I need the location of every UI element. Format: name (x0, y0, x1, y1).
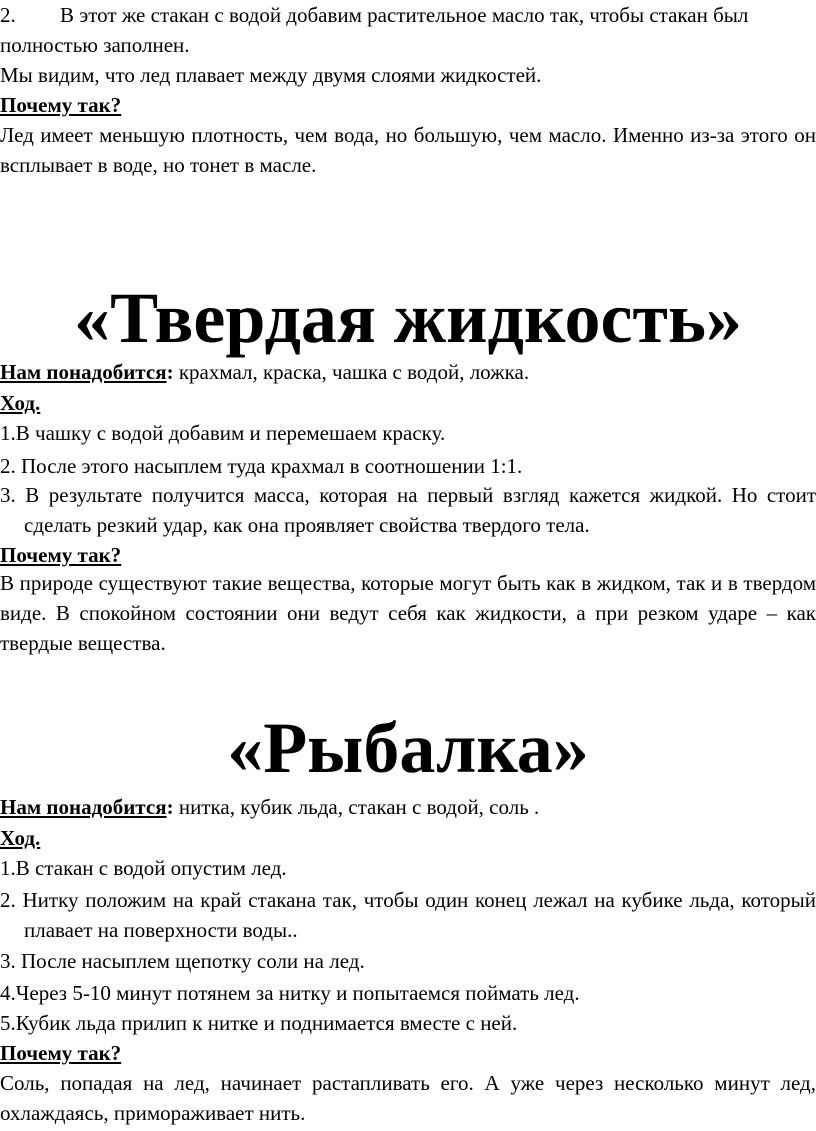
intro-why-text: Лед имеет меньшую плотность, чем вода, но большую, чем масло. Именно из-за этого он всплывает в воде, но тонет в масле. (0, 123, 816, 177)
intro-observation: Мы видим, что лед плавает между двумя слоями жидкостей. (0, 63, 542, 87)
section1-step3: 3. В результате получится масса, которая на первый взгляд кажется жидкой. Но стоит сделать резкий удар, как она проявляет свойства твердого тела. (0, 483, 816, 537)
section2-needs (0, 792, 816, 822)
section1-title: «Твердая жидкость» (74, 278, 742, 358)
intro-item-2-line2: полностью заполнен. (0, 33, 190, 57)
section2-step1: 1.В стакан с водой опустим лед. (0, 856, 287, 880)
section1-needs (0, 357, 816, 387)
section2-step2: 2. Нитку положим на край стакана так, чтобы один конец лежал на кубике льда, который плавает на поверхности воды.. (0, 888, 816, 942)
intro-item-2-line1: В этот же стакан с водой добавим растительное масло так, чтобы стакан был (60, 3, 749, 27)
section2-why-text: Соль, попадая на лед, начинает растапливать его. А уже через несколько минут лед, охлаждаясь, примораживает нить. (0, 1071, 816, 1125)
section2-step3: 3. После насыплем щепотку соли на лед. (0, 949, 365, 973)
section1-needs-colon: : (166, 360, 174, 384)
section2-why-heading: Почему так? (0, 1041, 122, 1065)
section2-title: «Рыбалка» (227, 708, 589, 788)
section2-needs-text: нитка, кубик льда, стакан с водой, соль . (173, 795, 540, 819)
section1-steps-heading: Ход. (0, 391, 41, 415)
intro-item-2-number: 2. (0, 3, 16, 27)
section1-needs-text: крахмал, краска, чашка с водой, ложка. (173, 360, 530, 384)
section2-step5: 5.Кубик льда прилип к нитке и поднимается вместе с ней. (0, 1011, 518, 1035)
section2-needs-colon: : (166, 795, 174, 819)
intro-item-2 (0, 0, 816, 30)
section1-why-text: В природе существуют такие вещества, которые могут быть как в жидком, так и в твердом виде. В спокойном состоянии они ведут себя как жидкости, а при резком ударе – как твердые вещества. (0, 571, 816, 655)
section1-step2: 2. После этого насыплем туда крахмал в соотношении 1:1. (0, 454, 523, 478)
section2-step4: 4.Через 5-10 минут потянем за нитку и попытаемся поймать лед. (0, 981, 580, 1005)
section2-steps-heading: Ход. (0, 826, 41, 850)
section1-why-heading: Почему так? (0, 543, 122, 567)
section1-needs-label: Нам понадобится (0, 360, 167, 384)
section2-needs-label: Нам понадобится (0, 795, 167, 819)
intro-why-heading: Почему так? (0, 93, 122, 117)
section1-step1: 1.В чашку с водой добавим и перемешаем краску. (0, 421, 446, 445)
